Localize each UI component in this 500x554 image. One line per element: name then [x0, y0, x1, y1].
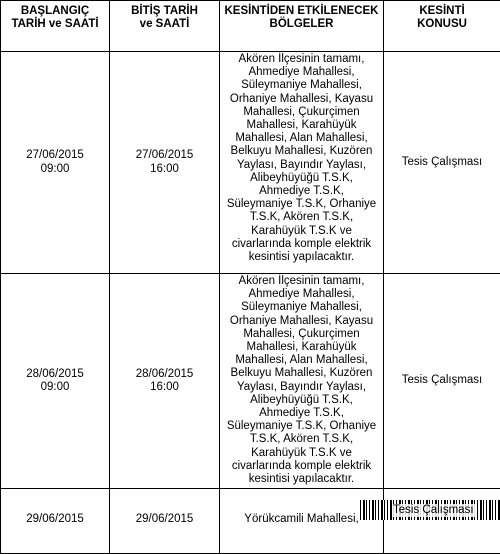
header-end: BİTİŞ TARİH ve SAATİ [110, 1, 220, 52]
header-regions: KESİNTİDEN ETKİLENECEK BÖLGELER [220, 1, 384, 52]
end-cell: 28/06/2015 16:00 [110, 274, 220, 489]
subject-cell: Tesis Çalışması [384, 52, 500, 274]
header-start: BAŞLANGIÇ TARİH ve SAATİ [1, 1, 110, 52]
table-row [1, 52, 500, 274]
regions-cell: Yörükcamili Mahallesi, [220, 489, 384, 554]
start-cell: 27/06/2015 09:00 [1, 52, 110, 274]
subject-cell-partial: Tesis Çalışması [392, 504, 475, 517]
table-row [1, 489, 500, 554]
regions-cell: Akören İlçesinin tamamı, Ahmediye Mahallesi, Süleymaniye Mahallesi, Orhaniye Mahallesi, Kayasu Mahallesi, Çukurçimen Mahallesi, Karahüyük Mahallesi, Alan Mahallesi, Belkuyu Mahallesi, Kuzören Yaylası, Bayındır Yaylası, Alibeyhüyüğü T.S.K, Ahmediye T.S.K, Süleymaniye T.S.K, Orhaniye T.S.K, Akören T.S.K, Karahüyük T.S.K ve civarlarında komple elektrik kesintisi yapılacaktır. [220, 274, 384, 489]
start-cell: 28/06/2015 09:00 [1, 274, 110, 489]
subject-cell [384, 489, 500, 554]
end-cell: 27/06/2015 16:00 [110, 52, 220, 274]
start-cell: 29/06/2015 [1, 489, 110, 554]
regions-cell: Akören İlçesinin tamamı, Ahmediye Mahallesi, Süleymaniye Mahallesi, Orhaniye Mahallesi, Kayasu Mahallesi, Çukurçimen Mahallesi, Karahüyük Mahallesi, Alan Mahallesi, Belkuyu Mahallesi, Kuzören Yaylası, Bayındır Yaylası, Alibeyhüyüğü T.S.K, Ahmediye T.S.K, Süleymaniye T.S.K, Orhaniye T.S.K, Akören T.S.K, Karahüyük T.S.K ve civarlarında komple elektrik kesintisi yapılacaktır. [220, 52, 384, 274]
subject-cell: Tesis Çalışması [384, 274, 500, 489]
table-row [1, 274, 500, 489]
end-cell: 29/06/2015 [110, 489, 220, 554]
header-subject: KESİNTİ KONUSU [384, 1, 500, 52]
header-row [1, 1, 500, 52]
